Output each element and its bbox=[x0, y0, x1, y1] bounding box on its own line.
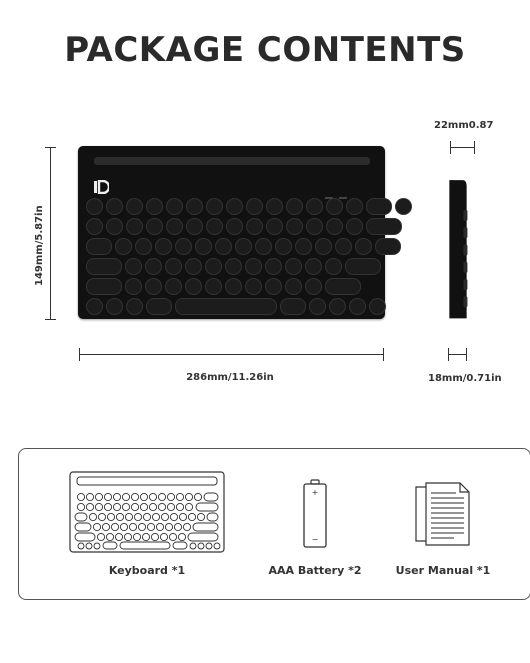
thickness-top-label: 22mm0.87 bbox=[434, 120, 494, 131]
keyboard-icon bbox=[69, 471, 225, 553]
thickness-bottom-line bbox=[448, 354, 466, 355]
thickness-bottom-tick-right bbox=[466, 348, 467, 361]
width-tick-right bbox=[383, 348, 384, 361]
battery-caption: AAA Battery *2 bbox=[268, 564, 362, 577]
thickness-top-tick-left bbox=[450, 141, 451, 154]
width-dimension-line bbox=[79, 354, 384, 355]
manual-icon bbox=[414, 479, 472, 549]
thickness-bottom-label: 18mm/0.71in bbox=[428, 373, 502, 384]
height-label: 149mm/5.87in bbox=[34, 205, 45, 286]
height-tick-bottom bbox=[45, 319, 56, 320]
width-tick-left bbox=[79, 348, 80, 361]
keyboard-front-image bbox=[78, 146, 385, 319]
keyboard-side-image bbox=[447, 160, 469, 340]
battery-icon bbox=[302, 479, 328, 549]
thickness-top-line bbox=[450, 147, 474, 148]
keyboard-caption: Keyboard *1 bbox=[108, 564, 186, 577]
page-title: PACKAGE CONTENTS bbox=[64, 30, 466, 70]
thickness-top-tick-right bbox=[474, 141, 475, 154]
status-leds bbox=[325, 184, 359, 186]
width-label: 286mm/11.26in bbox=[186, 372, 274, 383]
height-dimension-line bbox=[50, 147, 51, 319]
tablet-slot bbox=[94, 157, 370, 165]
contents-box bbox=[18, 448, 530, 600]
svg-text:+: + bbox=[311, 488, 319, 497]
svg-text:−: − bbox=[311, 535, 319, 544]
height-tick-top bbox=[45, 147, 56, 148]
brand-logo-icon bbox=[93, 180, 109, 194]
manual-caption: User Manual *1 bbox=[395, 564, 491, 577]
key-grid bbox=[86, 196, 378, 316]
thickness-bottom-tick-left bbox=[448, 348, 449, 361]
